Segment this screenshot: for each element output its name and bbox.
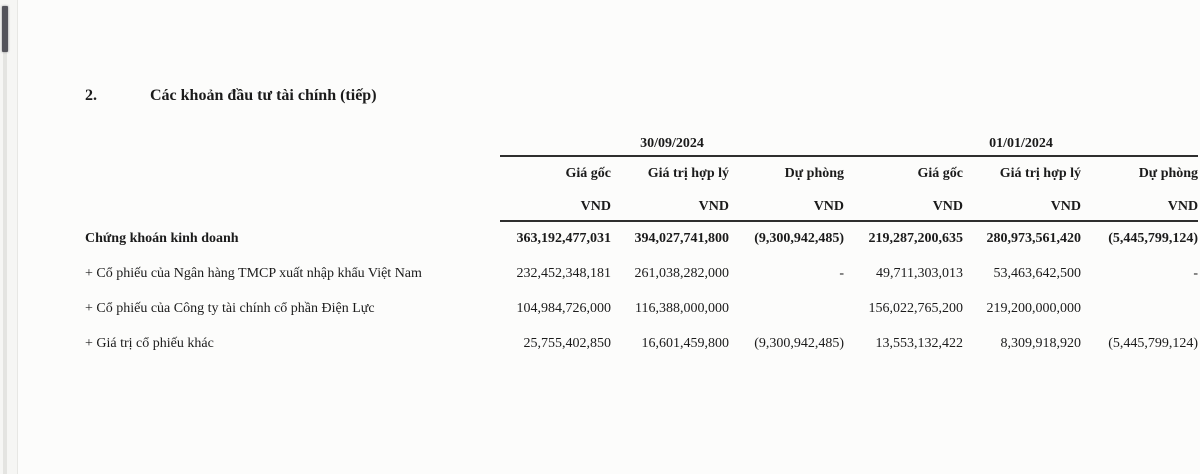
unit-label: VND [611, 189, 729, 221]
period-header-row [85, 132, 1198, 156]
cell-value: 156,022,765,200 [868, 301, 964, 316]
cell-value: 394,027,741,800 [634, 231, 729, 246]
column-header-fairvalue-opening: Giá trị hợp lý [999, 166, 1082, 181]
cell-value: (5,445,799,124) [1108, 231, 1199, 246]
table-row-eximbank-shares [85, 256, 1198, 291]
unit-label: VND [963, 189, 1081, 221]
row-label: + Giá trị cổ phiếu khác [85, 336, 214, 351]
cell-value: (9,300,942,485) [754, 231, 845, 246]
document-content [85, 86, 1198, 361]
cell-value [729, 291, 844, 326]
column-header-fairvalue-current: Giá trị hợp lý [647, 166, 729, 181]
binding-shadow [3, 50, 7, 474]
period-header-current: 30/09/2024 [500, 132, 844, 156]
empty-corner-cell [85, 189, 500, 221]
cell-value: 49,711,303,013 [876, 266, 964, 281]
column-header-provision-current: Dự phòng [784, 166, 845, 181]
unit-label: VND [729, 189, 844, 221]
column-header-row [85, 156, 1198, 189]
cell-value: 53,463,642,500 [993, 266, 1082, 281]
row-label: + Cổ phiếu của Công ty tài chính cổ phần Điện Lực [85, 301, 375, 316]
investments-table [85, 132, 1198, 361]
column-header-cost-opening: Giá gốc [917, 166, 964, 181]
cell-value: 261,038,282,000 [634, 266, 729, 281]
unit-row [85, 189, 1198, 221]
cell-value: 104,984,726,000 [516, 301, 611, 316]
page-edge-line [17, 0, 18, 474]
cell-value: (9,300,942,485) [754, 336, 845, 351]
cell-value: - [839, 266, 845, 281]
cell-value: 16,601,459,800 [641, 336, 729, 351]
cell-value: (5,445,799,124) [1108, 336, 1199, 351]
period-header-opening: 01/01/2024 [844, 132, 1198, 156]
cell-value [1081, 291, 1198, 326]
row-label: Chứng khoán kinh doanh [85, 231, 239, 246]
empty-corner-cell [85, 132, 500, 156]
table-row-trading-securities-total [85, 221, 1198, 256]
row-label: + Cổ phiếu của Ngân hàng TMCP xuất nhập khẩu Việt Nam [85, 266, 422, 281]
cell-value: 363,192,477,031 [516, 231, 611, 246]
cell-value: 13,553,132,422 [875, 336, 964, 351]
section-number: 2. [85, 87, 97, 104]
cell-value: 116,388,000,000 [635, 301, 729, 316]
section-heading [85, 86, 1198, 106]
column-header-provision-opening: Dự phòng [1138, 166, 1199, 181]
table-row-other-shares [85, 326, 1198, 361]
table-row-evn-finance-shares [85, 291, 1198, 326]
cell-value: 25,755,402,850 [523, 336, 611, 351]
section-title: Các khoản đầu tư tài chính (tiếp) [150, 87, 377, 104]
cell-value: 219,287,200,635 [868, 231, 964, 246]
column-header-cost-current: Giá gốc [565, 166, 611, 181]
unit-label: VND [844, 189, 963, 221]
cell-value: - [1193, 266, 1199, 281]
cell-value: 8,309,918,920 [1000, 336, 1082, 351]
cell-value: 219,200,000,000 [986, 301, 1082, 316]
binding-mark [2, 6, 8, 52]
cell-value: 280,973,561,420 [986, 231, 1082, 246]
empty-corner-cell [85, 156, 500, 189]
unit-label: VND [1081, 189, 1198, 221]
unit-label: VND [500, 189, 611, 221]
cell-value: 232,452,348,181 [516, 266, 611, 281]
